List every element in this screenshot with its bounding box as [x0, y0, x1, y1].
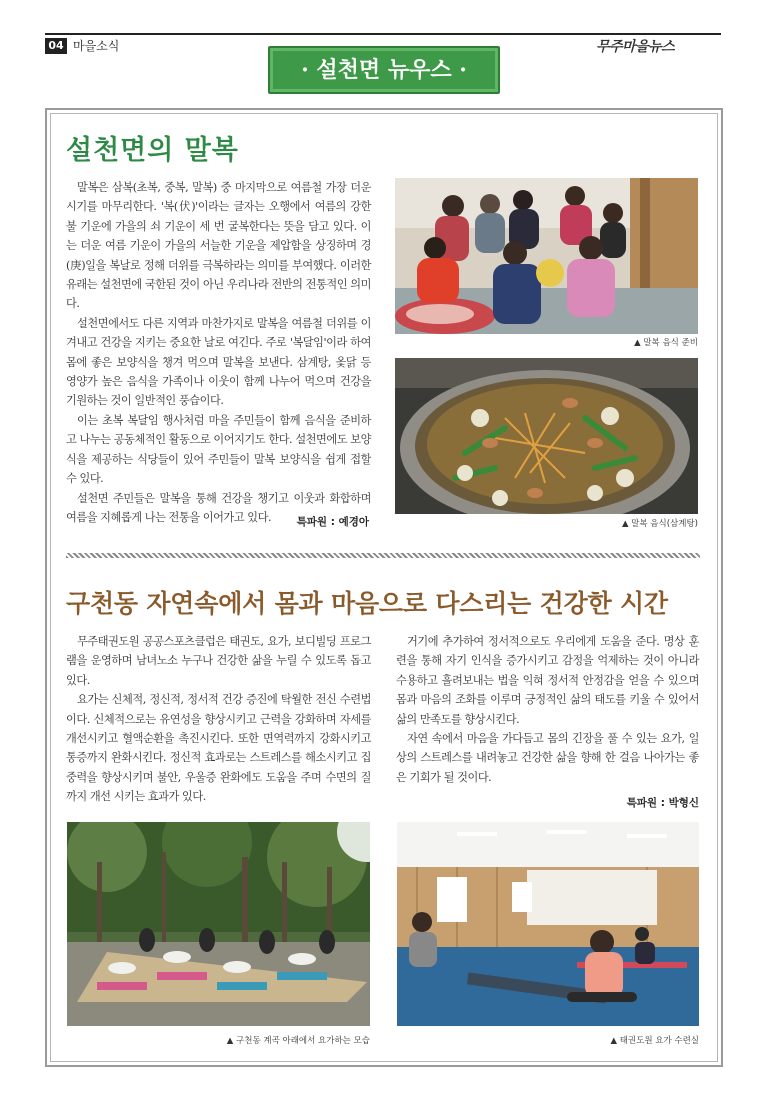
photo-yoga-studio-caption: ▲ 태권도원 요가 수련실 [610, 1036, 699, 1046]
section-label: 마을소식 [73, 39, 120, 53]
photo-outdoor-yoga-caption: ▲ 구천동 계곡 아래에서 요가하는 모습 [226, 1036, 370, 1046]
article1-paragraph: 설천면 주민들은 말복을 통해 건강을 챙기고 이웃과 화합하며 여름을 지혜롭게 나는 전통을 이어가고 있다. [66, 491, 371, 524]
photo-food-preparation [395, 178, 698, 334]
article2-body-right [396, 632, 699, 787]
article1-paragraph: 이는 초복 복달임 행사처럼 마을 주민들이 함께 음식을 준비하고 나누는 공동체적인 활동으로 이어지기도 한다. 설천면에도 보양식을 제공하는 식당들이 있어 주민들이 말복 보양식을 쉽게 접할 수 있다. [66, 413, 371, 486]
article2-reporter: 특파원 : 박형신 [626, 797, 699, 809]
photo-food-preparation-caption: ▲ 말복 음식 준비 [634, 338, 698, 348]
article2-paragraph: 거기에 추가하여 정서적으로도 우리에게 도움을 준다. 명상 훈련을 통해 자기 인식을 증가시키고 감정을 억제하는 것이 아니라 수용하고 흘려보내는 법을 익혀 정서적 안정감을 얻을 수 있으며 몸과 마음의 조화를 이루며 긍정적인 삶의 태도를 키울 수 있어서 삶의 만족도를 향상시킨다. [396, 635, 699, 726]
article-divider [66, 553, 700, 558]
photo-outdoor-yoga [67, 822, 370, 1026]
article1-reporter: 특파원 : 예경아 [296, 516, 369, 528]
article2-title: 구천동 자연속에서 몸과 마음으로 다스리는 건강한 시간 [66, 589, 668, 618]
masthead-logo: 무주마을뉴스 [596, 39, 675, 55]
photo-samgyetang-caption: ▲ 말복 음식(삼계탕) [621, 519, 698, 529]
photo-yoga-studio [397, 822, 699, 1026]
article2-paragraph: 요가는 신체적, 정신적, 정서적 건강 증진에 탁월한 전신 수련법이다. 신체적으로는 유연성을 향상시키고 근력을 강화하며 자세를 개선시키고 혈액순환을 촉진시킨다. 또한 면역력까지 강화시키고 통증까지 완화시킨다. 정신적 효과로는 스트레스를 해소시키고 집중력을 향상시키며 불안, 우울증 완화에도 도움을 주며 수면의 질까지 개선 시키는 효과가 있다. [66, 693, 371, 804]
article2-body-left [66, 632, 371, 807]
page-number: 04 [45, 38, 67, 54]
article1-body [66, 178, 371, 527]
article1-paragraph: 말복은 삼복(초복, 중복, 말복) 중 마지막으로 여름철 가장 더운 시기를 마무리한다. '복(伏)'이라는 글자는 오행에서 여름의 강한 불 기운에 가을의 쇠 기운이 세 번 굴복한다는 뜻을 담고 있다. 이는 더운 여름 기운이 가을의 서늘한 기운을 제압함을 상징하며 경(庚)일을 복날로 정해 더위를 극복하라는 의미를 부여했다. 이러한 유래는 설천면에 국한된 것이 아닌 우리나라 전반의 전통적인 의미다. [66, 181, 371, 311]
article2-paragraph: 자연 속에서 마음을 가다듬고 몸의 긴장을 풀 수 있는 요가, 일상의 스트레스를 내려놓고 건강한 삶을 향해 한 걸음 나아가는 좋은 기회가 될 것이다. [396, 732, 699, 784]
article1-paragraph: 설천면에서도 다른 지역과 마찬가지로 말복을 여름철 더위를 이겨내고 건강을 지키는 중요한 날로 여긴다. 주로 '복달임'이라 하여 몸에 좋은 보양식을 챙겨 먹으며 말복을 보낸다. 삼계탕, 옻닭 등 영양가 높은 음식을 가족이나 이웃이 함께 나누어 먹으며 건강을 기원하는 것이 일반적인 풍습이다. [66, 316, 371, 408]
section-banner-title: · 설천면 뉴우스 · [301, 57, 467, 83]
article2-paragraph: 무주태권도원 공공스포츠클럽은 태권도, 요가, 보디빌딩 프로그램을 운영하며 남녀노소 누구나 건강한 삶을 누릴 수 있도록 돕고 있다. [66, 635, 371, 687]
article1-title: 설천면의 말복 [66, 135, 239, 166]
photo-samgyetang [395, 358, 698, 514]
header-rule [45, 33, 721, 35]
